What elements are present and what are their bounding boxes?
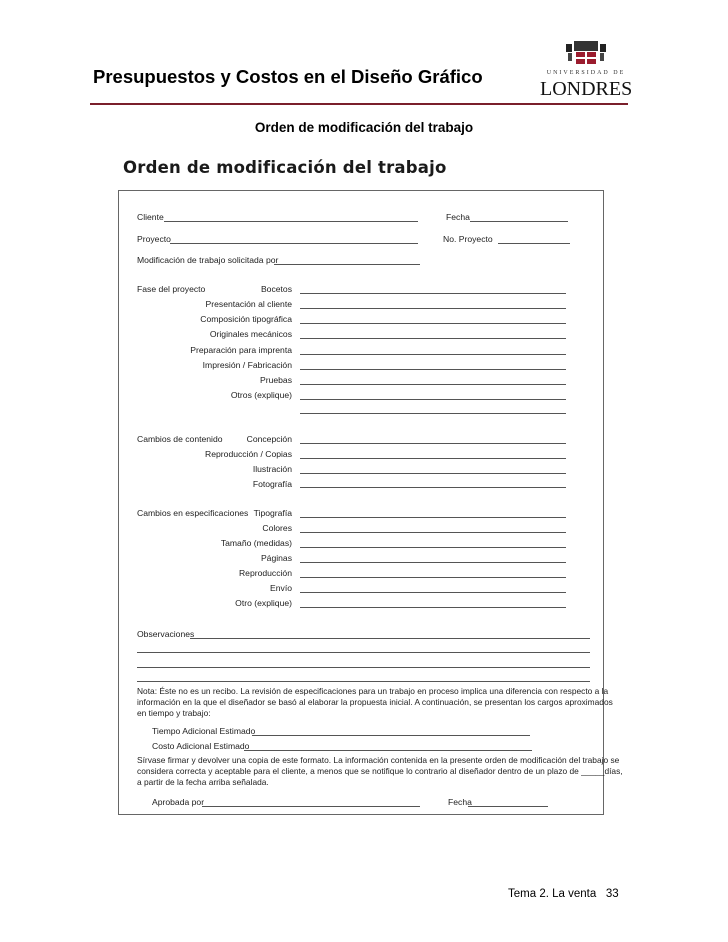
logo-line1: UNIVERSIDAD DE bbox=[546, 70, 626, 76]
espec-line[interactable] bbox=[300, 532, 566, 533]
modificacion-label: Modificación de trabajo solicitada por bbox=[137, 255, 279, 265]
nota-line: información en la que el diseñador se basó al elaborar la propuesta inicial. A continuación, se presentan los cargos aproximados bbox=[137, 697, 613, 707]
proyecto-line[interactable] bbox=[170, 243, 418, 244]
header-title: Presupuestos y Costos en el Diseño Gráfico bbox=[93, 66, 483, 87]
form-title: Orden de modificación del trabajo bbox=[123, 158, 447, 177]
contenido-line[interactable] bbox=[300, 443, 566, 444]
espec-item: Colores bbox=[262, 523, 292, 533]
costo-label: Costo Adicional Estimado bbox=[152, 741, 250, 751]
modificacion-line[interactable] bbox=[274, 264, 420, 265]
espec-item: Tipografía bbox=[253, 508, 292, 518]
fase-item: Presentación al cliente bbox=[205, 299, 292, 309]
espec-item: Otro (explique) bbox=[235, 598, 292, 608]
fecha-label: Fecha bbox=[446, 212, 470, 222]
fase-line[interactable] bbox=[300, 399, 566, 400]
university-crest-icon bbox=[562, 40, 610, 66]
fase-line[interactable] bbox=[300, 384, 566, 385]
fase-line[interactable] bbox=[300, 323, 566, 324]
fecha2-line[interactable] bbox=[468, 806, 548, 807]
tiempo-label: Tiempo Adicional Estimado bbox=[152, 726, 256, 736]
fase-item: Bocetos bbox=[260, 284, 292, 294]
fase-line[interactable] bbox=[300, 308, 566, 309]
observaciones-line[interactable] bbox=[137, 667, 590, 668]
fase-item: Composición tipográfica bbox=[200, 314, 292, 324]
contenido-line[interactable] bbox=[300, 487, 566, 488]
observaciones-label: Observaciones bbox=[137, 629, 195, 639]
nota-line: en tiempo y trabajo: bbox=[137, 708, 211, 718]
cliente-label: Cliente bbox=[137, 212, 164, 222]
observaciones-line[interactable] bbox=[137, 681, 590, 682]
costo-line[interactable] bbox=[244, 750, 532, 751]
contenido-group-label: Cambios de contenido bbox=[137, 434, 223, 444]
aprobada-line[interactable] bbox=[202, 806, 420, 807]
fase-group-label: Fase del proyecto bbox=[137, 284, 206, 294]
logo-line2: LONDRES bbox=[540, 78, 633, 100]
aprobada-label: Aprobada por bbox=[152, 797, 205, 807]
fase-line[interactable] bbox=[300, 369, 566, 370]
observaciones-line[interactable] bbox=[190, 638, 590, 639]
fase-line[interactable] bbox=[300, 293, 566, 294]
sirvase-line: a partir de la fecha arriba señalada. bbox=[137, 777, 269, 787]
contenido-item: Reproducción / Copias bbox=[205, 449, 292, 459]
sirvase-line: considera correcta y aceptable para el cliente, a menos que se notifique lo contrario al diseñador dentro de un plazo de _____días, bbox=[137, 766, 623, 776]
header-divider bbox=[90, 103, 628, 105]
espec-line[interactable] bbox=[300, 592, 566, 593]
footer-text: Tema 2. La venta bbox=[508, 888, 597, 900]
tiempo-line[interactable] bbox=[252, 735, 530, 736]
espec-group-label: Cambios en especificaciones bbox=[137, 508, 249, 518]
espec-line[interactable] bbox=[300, 607, 566, 608]
no-proyecto-label: No. Proyecto bbox=[443, 234, 493, 244]
contenido-line[interactable] bbox=[300, 458, 566, 459]
page-footer bbox=[508, 888, 619, 900]
fecha-line[interactable] bbox=[470, 221, 568, 222]
espec-item: Reproducción bbox=[238, 568, 292, 578]
observaciones-line[interactable] bbox=[137, 652, 590, 653]
fase-line[interactable] bbox=[300, 413, 566, 414]
nota-line: Nota: Éste no es un recibo. La revisión de especificaciones para un trabajo en proceso implica una diferencia con respecto a la bbox=[137, 686, 609, 696]
espec-line[interactable] bbox=[300, 517, 566, 518]
espec-item: Envío bbox=[270, 583, 292, 593]
contenido-line[interactable] bbox=[300, 473, 566, 474]
fase-item: Impresión / Fabricación bbox=[202, 360, 292, 370]
espec-item: Páginas bbox=[260, 553, 292, 563]
proyecto-label: Proyecto bbox=[137, 234, 171, 244]
espec-line[interactable] bbox=[300, 577, 566, 578]
page-number: 33 bbox=[605, 888, 619, 900]
fase-line[interactable] bbox=[300, 338, 566, 339]
contenido-item: Concepción bbox=[246, 434, 292, 444]
contenido-item: Ilustración bbox=[252, 464, 292, 474]
no-proyecto-line[interactable] bbox=[498, 243, 570, 244]
cliente-line[interactable] bbox=[164, 221, 418, 222]
fase-item: Preparación para imprenta bbox=[190, 345, 292, 355]
document-subtitle: Orden de modificación del trabajo bbox=[254, 120, 474, 135]
espec-item: Tamaño (medidas) bbox=[220, 538, 292, 548]
fase-line[interactable] bbox=[300, 354, 566, 355]
espec-line[interactable] bbox=[300, 547, 566, 548]
fase-item: Originales mecánicos bbox=[209, 329, 292, 339]
fecha2-label: Fecha bbox=[448, 797, 472, 807]
sirvase-line: Sírvase firmar y devolver una copia de este formato. La información contenida en la presente orden de modificación del trabajo se bbox=[137, 755, 620, 765]
contenido-item: Fotografía bbox=[252, 479, 292, 489]
espec-line[interactable] bbox=[300, 562, 566, 563]
university-logo bbox=[540, 40, 632, 102]
fase-item: Otros (explique) bbox=[230, 390, 292, 400]
fase-item: Pruebas bbox=[259, 375, 292, 385]
